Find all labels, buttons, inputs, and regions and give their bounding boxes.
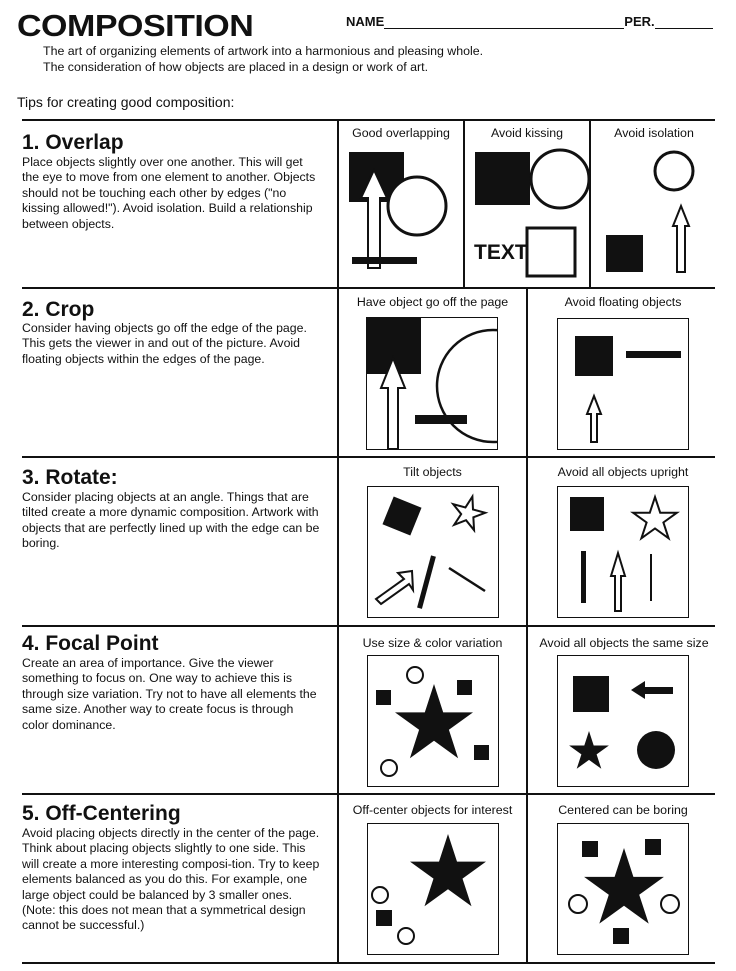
section-title-off-centering: 5. Off-Centering [22, 802, 181, 825]
example-label: Avoid all objects upright [557, 465, 689, 479]
divider [22, 456, 715, 458]
example-label: Have object go off the page [356, 295, 509, 309]
size-variation-illustration [368, 656, 498, 786]
example-label: Avoid kissing [490, 126, 564, 140]
section-title-crop: 2. Crop [22, 298, 95, 321]
offcenter-bad-frame [557, 823, 689, 955]
tilted-objects-illustration [368, 487, 498, 617]
period-line[interactable] [655, 15, 713, 29]
intro-line: The consideration of how objects are placed in a design or work of art. [43, 60, 429, 74]
example-text-word: TEXT [474, 241, 528, 264]
intro-text [43, 43, 483, 75]
section-text-rotate: Consider placing objects at an angle. Things that are tilted create a more dynamic composition. Artwork with objects that are perfectly lined up with the edge can be boring. [22, 490, 320, 551]
same-size-illustration [558, 656, 688, 786]
intro-line: The art of organizing elements of artwork into a harmonious and pleasing whole. [43, 44, 484, 58]
example-label: Avoid floating objects [564, 295, 682, 309]
name-period-field [346, 14, 713, 29]
page-title: COMPOSITION [17, 8, 254, 44]
avoid-kissing-illustration [465, 146, 589, 286]
focal-good-frame [367, 655, 499, 787]
section-title-overlap: 1. Overlap [22, 131, 124, 154]
crop-bad-frame [557, 318, 689, 450]
per-label: PER. [624, 14, 655, 29]
example-label: Avoid all objects the same size [539, 636, 709, 650]
avoid-isolation-illustration [591, 146, 717, 286]
name-label: NAME [346, 14, 385, 29]
section-title-rotate: 3. Rotate: [22, 466, 118, 489]
name-line[interactable] [384, 15, 624, 29]
divider [22, 119, 715, 121]
section-text-crop: Consider having objects go off the edge of the page. This gets the viewer in and out of the picture. Avoid floating objects within the edges of the page. [22, 321, 307, 366]
section-title-focal-point: 4. Focal Point [22, 632, 159, 655]
crop-bad-illustration [558, 319, 688, 449]
rotate-good-frame [367, 486, 499, 618]
divider [22, 625, 715, 627]
example-label: Centered can be boring [558, 803, 688, 817]
example-label: Good overlapping [352, 126, 450, 140]
offcenter-good-frame [367, 823, 499, 955]
example-label: Avoid isolation [614, 126, 694, 140]
tips-heading: Tips for creating good composition: [17, 94, 235, 110]
column-divider [526, 287, 528, 964]
off-center-illustration [368, 824, 498, 954]
focal-bad-frame [557, 655, 689, 787]
example-label: Off-center objects for interest [352, 803, 513, 817]
upright-objects-illustration [558, 487, 688, 617]
section-text-overlap: Place objects slightly over one another. This will get the eye to move from one element to another. Objects should not be touching each other by edges ("no kissing allowed!"). Avoid isolation. Build a relationship between objects. [22, 155, 316, 231]
crop-good-illustration [367, 318, 497, 449]
rotate-bad-frame [557, 486, 689, 618]
centered-illustration [558, 824, 688, 954]
example-label: Tilt objects [403, 465, 462, 479]
divider [22, 287, 715, 289]
section-text-focal-point: Create an area of importance. Give the viewer something to focus on. One way to achieve this is through size variation. Try not to have all elements the same size. Another way to create focus is through color dominance. [22, 656, 317, 732]
section-text-off-centering: Avoid placing objects directly in the center of the page. Think about placing objects slightly to one side. This will create a more interesting composi-tion. Try to keep elements balanced as you do this. For example, one large object could be balanced by 3 smaller ones. (Note: this does not mean that a symmetrical design cannot be successful.) [22, 826, 320, 933]
example-label: Use size & color variation [362, 636, 503, 650]
crop-good-frame [366, 317, 498, 450]
good-overlapping-illustration [339, 146, 463, 286]
divider [22, 793, 715, 795]
divider [22, 962, 715, 964]
